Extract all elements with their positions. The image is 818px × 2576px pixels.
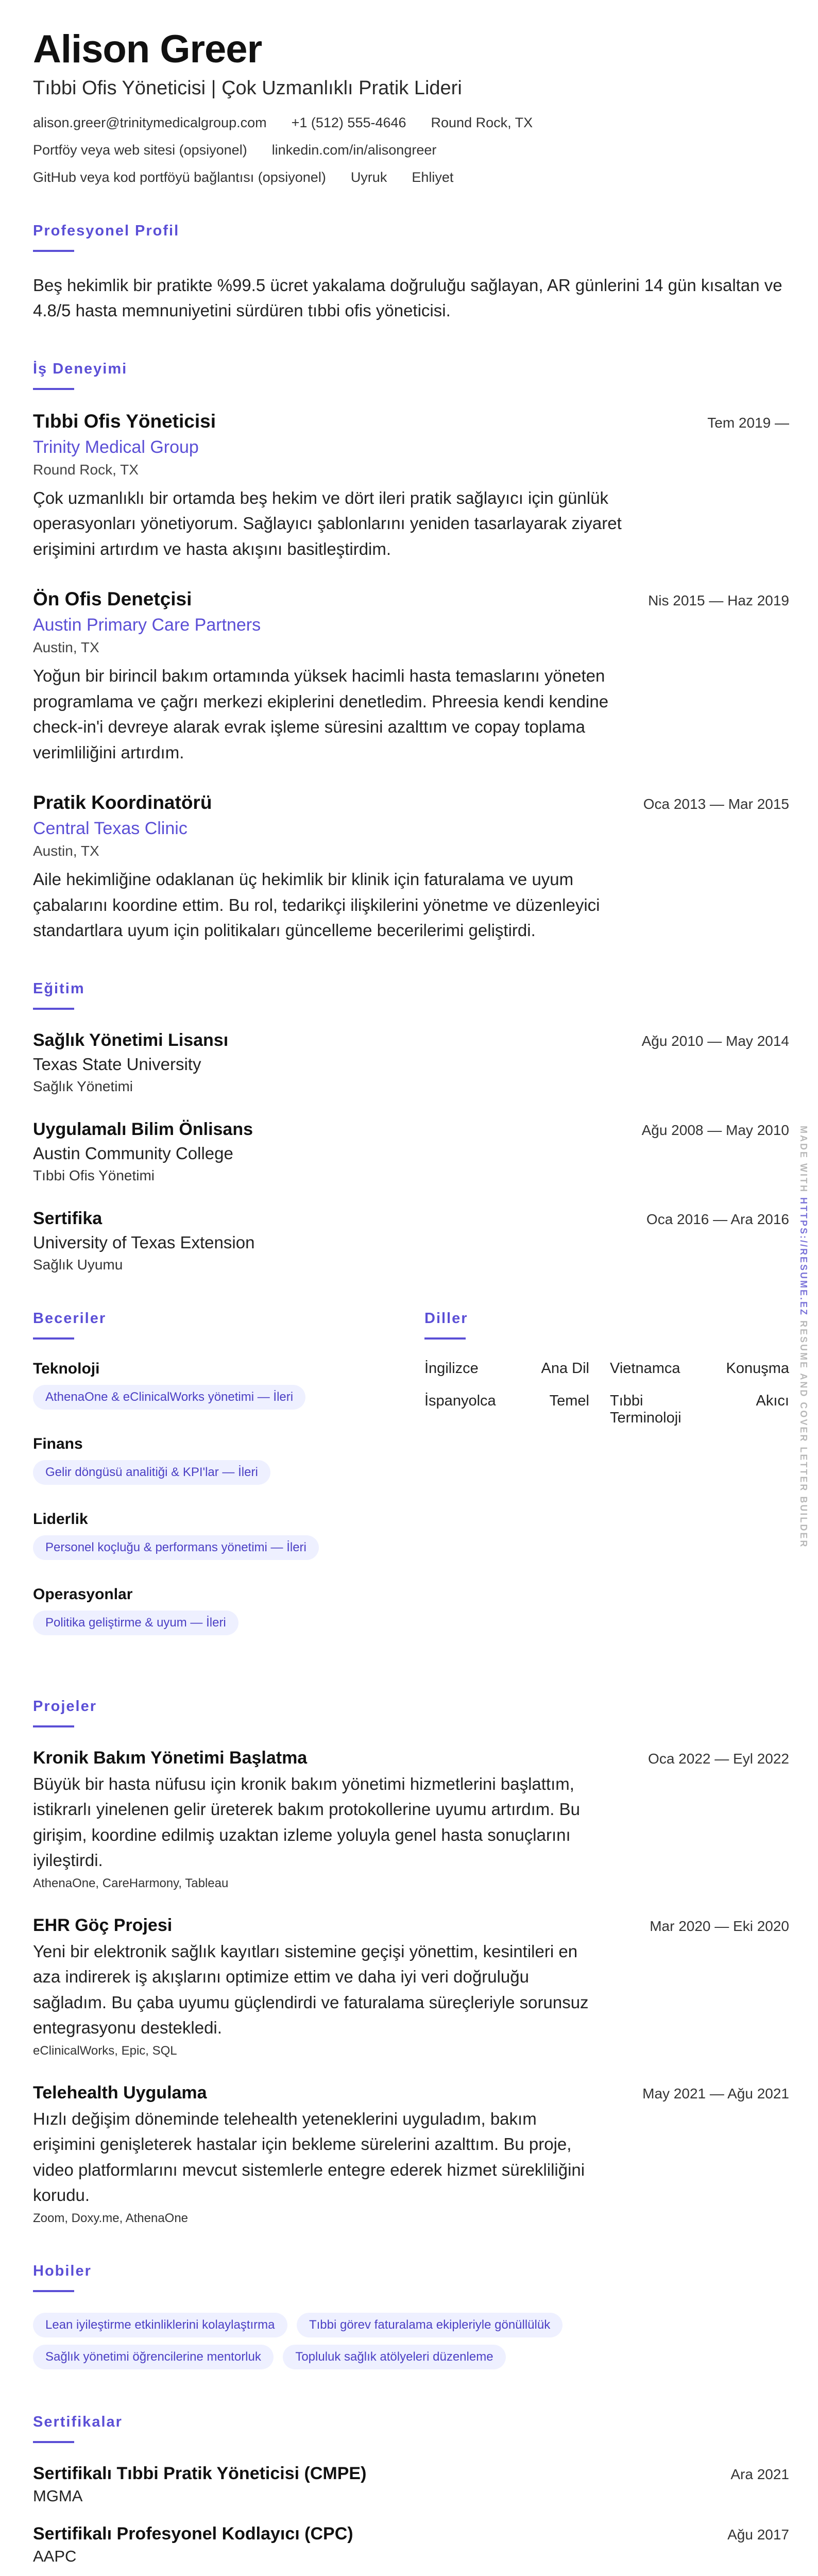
section-experience [33, 361, 789, 943]
contact-row-2 [33, 142, 789, 158]
project-tech: Zoom, Doxy.me, AthenaOne [33, 2211, 189, 2225]
project-date: Mar 2020 — Eki 2020 [650, 1918, 789, 1934]
section-projects [33, 1698, 789, 2226]
contact-email[interactable]: alison.greer@trinitymedicalgroup.com [33, 114, 267, 130]
skill-category: Liderlik [33, 1510, 88, 1528]
skill-pill: AthenaOne & eClinicalWorks yönetimi — İleri [33, 1385, 305, 1410]
certificate-issuer: AAPC [33, 2547, 77, 2565]
section-title-languages: Diller [424, 1310, 468, 1327]
contact-row-1 [33, 115, 789, 131]
language-name: İngilizce [424, 1360, 479, 1377]
language-level: Temel [549, 1392, 589, 1409]
language-level: Konuşma [726, 1360, 789, 1377]
project-description: Büyük bir hasta nüfusu için kronik bakım yönetimi hizmetlerini başlattım, istikrarlı yinelenen gelir üreterek bakım protokollerine uyumu artırdım. Bu girişim, koordine edilmiş uzaktan izleme yoluyla genel hasta sonuçlarını iyileştirdi. [33, 1774, 580, 1870]
section-education [33, 980, 789, 1273]
section-divider [33, 1337, 74, 1340]
job-description: Yoğun bir birincil bakım ortamında yüksek hacimli hasta temaslarını yöneten programlama ve çağrı merkezi ekiplerini denetledim. Phreesia kendi kendine check-in'i devreye alarak evrak işleme süresini azalttım ve copay toplama verimliliğini artırdım. [33, 666, 609, 762]
experience-entry [33, 792, 789, 943]
project-entry [33, 1748, 789, 1891]
education-date: Ağu 2008 — May 2010 [641, 1122, 789, 1138]
job-title: Tıbbi Ofis Yöneticisi [33, 410, 216, 432]
section-title-profile: Profesyonel Profil [33, 222, 180, 239]
study-field: Tıbbi Ofis Yönetimi [33, 1167, 155, 1183]
study-field: Sağlık Yönetimi [33, 1078, 133, 1094]
hobby-pill: Tıbbi görev faturalama ekipleriyle gönüllülük [297, 2313, 563, 2337]
study-field: Sağlık Uyumu [33, 1256, 123, 1273]
skill-category: Teknoloji [33, 1360, 100, 1377]
candidate-subtitle: Tıbbi Ofis Yöneticisi | Çok Uzmanlıklı Pratik Lideri [33, 77, 462, 99]
resume-page [33, 29, 789, 2576]
contact-license: Ehliyet [412, 169, 454, 185]
degree-title: Uygulamalı Bilim Önlisans [33, 1119, 253, 1139]
job-date: Nis 2015 — Haz 2019 [648, 592, 789, 609]
job-company[interactable]: Central Texas Clinic [33, 819, 188, 839]
watermark-suffix: RESUME AND COVER LETTER BUILDER [798, 1320, 809, 1549]
candidate-name: Alison Greer [33, 27, 262, 71]
section-title-projects: Projeler [33, 1698, 97, 1715]
section-title-hobbies: Hobiler [33, 2262, 92, 2279]
contact-nationality: Uyruk [350, 169, 387, 185]
section-hobbies [33, 2263, 789, 2377]
job-description: Çok uzmanlıklı bir ortamda beş hekim ve dört ileri pratik sağlayıcı için günlük operasyonları yönetiyorum. Sağlayıcı şablonlarını yeniden tasarlayarak ziyaret erişimini artırdım ve hasta akışını basitleştirdim. [33, 488, 622, 558]
section-title-education: Eğitim [33, 980, 85, 997]
skill-group [33, 1511, 424, 1567]
certificate-entry [33, 2464, 789, 2505]
certificate-issuer: MGMA [33, 2486, 83, 2505]
education-date: Ağu 2010 — May 2014 [641, 1032, 789, 1049]
section-divider [33, 250, 74, 252]
project-tech: AthenaOne, CareHarmony, Tableau [33, 1876, 229, 1890]
project-date: Oca 2022 — Eyl 2022 [648, 1750, 789, 1767]
project-title: Kronik Bakım Yönetimi Başlatma [33, 1748, 308, 1768]
skill-group [33, 1586, 424, 1642]
skill-pill: Politika geliştirme & uyum — İleri [33, 1611, 238, 1635]
builder-watermark [798, 1126, 809, 1548]
skill-group [33, 1435, 424, 1492]
languages-grid [424, 1360, 789, 1427]
project-date: May 2021 — Ağu 2021 [642, 2085, 789, 2102]
certificate-date: Ağu 2017 [727, 2526, 789, 2543]
contact-phone[interactable]: +1 (512) 555-4646 [291, 114, 406, 130]
job-company[interactable]: Austin Primary Care Partners [33, 615, 261, 635]
languages-column [424, 1310, 789, 1661]
job-description: Aile hekimliğine odaklanan üç hekimlik bir klinik için faturalama ve uyum çabalarını koordine ettim. Bu rol, tedarikçi ilişkilerini yönetme ve düzenleyici standartlara uyum için politikaları güncelleme becerilerimi geliştirdi. [33, 870, 600, 940]
certificate-title: Sertifikalı Tıbbi Pratik Yöneticisi (CMPE) [33, 2463, 367, 2483]
education-entry [33, 1030, 789, 1095]
project-title: EHR Göç Projesi [33, 1915, 173, 1935]
project-description: Yeni bir elektronik sağlık kayıtları sistemine geçişi yönettim, kesintileri en aza indirerek iş akışlarını optimize ettim ve daha iyi veri doğruluğu sağladım. Bu çaba uyumu güçlendirdi ve faturalama süreçleriyle sorunsuz entegrasyonu destekledi. [33, 1941, 589, 2038]
certificate-title: Sertifikalı Profesyonel Kodlayıcı (CPC) [33, 2523, 353, 2544]
profile-summary: Beş hekimlik bir pratikte %99.5 ücret yakalama doğruluğu sağlayan, AR günlerini 14 gün kısaltan ve 4.8/5 hasta memnuniyetini sürdüren tıbbi ofis yöneticisi. [33, 275, 782, 320]
skill-group [33, 1360, 424, 1417]
project-entry [33, 2083, 789, 2226]
skills-column [33, 1310, 424, 1661]
project-tech: eClinicalWorks, Epic, SQL [33, 2043, 177, 2058]
job-company[interactable]: Trinity Medical Group [33, 437, 199, 457]
job-location: Austin, TX [33, 639, 99, 656]
section-divider [33, 1008, 74, 1010]
contact-linkedin[interactable]: linkedin.com/in/alisongreer [271, 142, 437, 158]
hobbies-list [33, 2313, 789, 2377]
section-title-skills: Beceriler [33, 1310, 107, 1327]
section-divider [33, 1725, 74, 1727]
hobby-pill: Topluluk sağlık atölyeleri düzenleme [283, 2345, 505, 2369]
education-date: Oca 2016 — Ara 2016 [646, 1211, 789, 1227]
job-location: Austin, TX [33, 843, 99, 859]
school-name: Texas State University [33, 1054, 201, 1074]
language-name: Tıbbi Terminoloji [610, 1392, 681, 1426]
job-location: Round Rock, TX [33, 461, 139, 478]
section-divider [33, 2290, 74, 2292]
watermark-link[interactable]: HTTPS://RESUME.EZ [798, 1197, 809, 1317]
language-level: Akıcı [756, 1392, 789, 1409]
language-level: Ana Dil [541, 1360, 589, 1377]
contact-location: Round Rock, TX [431, 114, 533, 130]
section-certificates [33, 2414, 789, 2566]
hobby-pill: Sağlık yönetimi öğrencilerine mentorluk [33, 2345, 274, 2369]
section-divider [33, 388, 74, 390]
job-title: Ön Ofis Denetçisi [33, 588, 192, 610]
certificate-date: Ara 2021 [730, 2466, 789, 2482]
contact-row-3 [33, 170, 789, 185]
project-entry [33, 1916, 789, 2058]
job-title: Pratik Koordinatörü [33, 792, 212, 814]
hobby-pill: Lean iyileştirme etkinliklerini kolaylaştırma [33, 2313, 287, 2337]
project-title: Telehealth Uygulama [33, 2082, 207, 2103]
watermark-prefix: MADE WITH [798, 1126, 809, 1193]
skill-category: Finans [33, 1435, 83, 1452]
contact-github[interactable]: GitHub veya kod portföyü bağlantısı (opsiyonel) [33, 169, 326, 185]
school-name: University of Texas Extension [33, 1232, 255, 1252]
section-title-certificates: Sertifikalar [33, 2413, 123, 2430]
contact-website[interactable]: Portföy veya web sitesi (opsiyonel) [33, 142, 247, 158]
section-profile [33, 223, 789, 324]
job-date: Tem 2019 — [707, 414, 789, 431]
skill-pill: Gelir döngüsü analitiği & KPI'lar — İleri [33, 1460, 270, 1485]
degree-title: Sağlık Yönetimi Lisansı [33, 1030, 229, 1050]
education-entry [33, 1209, 789, 1273]
experience-entry [33, 588, 789, 765]
school-name: Austin Community College [33, 1143, 233, 1163]
certificate-entry [33, 2524, 789, 2566]
education-entry [33, 1120, 789, 1184]
section-title-experience: İş Deneyimi [33, 360, 128, 377]
language-name: Vietnamca [610, 1360, 680, 1377]
section-skills-languages [33, 1310, 789, 1661]
section-divider [33, 2441, 74, 2443]
section-divider [424, 1337, 466, 1340]
degree-title: Sertifika [33, 1208, 103, 1228]
skill-category: Operasyonlar [33, 1585, 133, 1603]
language-name: İspanyolca [424, 1392, 496, 1409]
project-description: Hızlı değişim döneminde telehealth yeteneklerini uyguladım, bakım erişimini genişleterek hastalar için bekleme sürelerini azalttım. Bu proje, video platformlarını mevcut sistemlerle entegre ederek hizmet sürekliliğini korudu. [33, 2109, 585, 2205]
job-date: Oca 2013 — Mar 2015 [643, 796, 789, 812]
skill-pill: Personel koçluğu & performans yönetimi — İleri [33, 1535, 319, 1560]
experience-entry [33, 411, 789, 562]
